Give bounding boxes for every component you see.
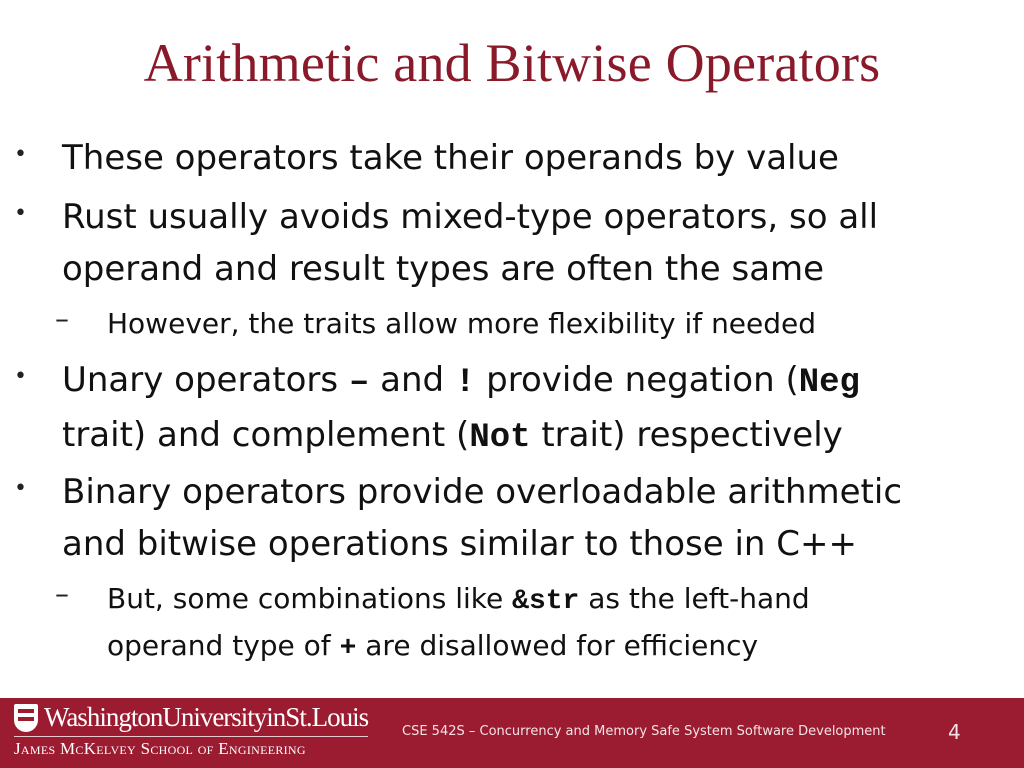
bullet-marker: •	[14, 364, 27, 389]
bullet-marker: •	[14, 476, 27, 501]
school-name: James McKelvey School of Engineering	[14, 739, 306, 758]
bullet-4-line-1: Binary operators provide overloadable arithmetic	[62, 472, 903, 512]
logo-divider	[14, 736, 368, 737]
neg-trait-code: Neg	[798, 364, 860, 402]
bullet-4-line-2: and bitwise operations similar to those in C++	[62, 524, 857, 564]
bullet-4-sub-line-2: operand type of + are disallowed for efficiency	[107, 629, 759, 664]
bullet-4-sub-line-1: But, some combinations like &str as the left-hand	[107, 582, 810, 617]
plus-operator: +	[339, 633, 357, 664]
bullet-3-text	[62, 354, 1012, 464]
bullet-3-line-2: trait) and complement (Not trait) respectively	[62, 415, 843, 457]
bullet-2-sub: However, the traits allow more flexibility if needed	[107, 307, 817, 340]
university-logo	[14, 702, 374, 764]
bullet-2-line-1: Rust usually avoids mixed-type operators, so all	[62, 197, 879, 237]
bullet-2-text	[62, 191, 1012, 295]
not-trait-code: Not	[469, 419, 531, 457]
sub-bullet-marker: –	[55, 302, 69, 335]
bullet-2-line-2: operand and result types are often the same	[62, 249, 825, 289]
slide-footer	[0, 698, 1024, 768]
minus-operator: –	[348, 364, 370, 402]
bullet-4-text	[62, 466, 1012, 570]
str-ref-code: &str	[512, 586, 580, 617]
bullet-1-line: These operators take their operands by value	[62, 138, 839, 178]
sub-bullet-marker: –	[55, 577, 69, 610]
bullet-marker: •	[14, 201, 27, 226]
bullet-1-text	[62, 132, 1012, 184]
bullet-marker: •	[14, 142, 27, 167]
not-operator: !	[454, 364, 476, 402]
university-name: WashingtonUniversityinSt.Louis	[44, 702, 369, 732]
bullet-4-sub	[107, 577, 1007, 671]
course-title: CSE 542S – Concurrency and Memory Safe System Software Development	[402, 724, 886, 739]
slide-title: Arithmetic and Bitwise Operators	[143, 33, 881, 93]
page-number: 4	[948, 720, 961, 744]
bullet-3-line-1: Unary operators – and ! provide negation (Neg	[62, 360, 860, 402]
university-crest-icon	[14, 704, 38, 732]
